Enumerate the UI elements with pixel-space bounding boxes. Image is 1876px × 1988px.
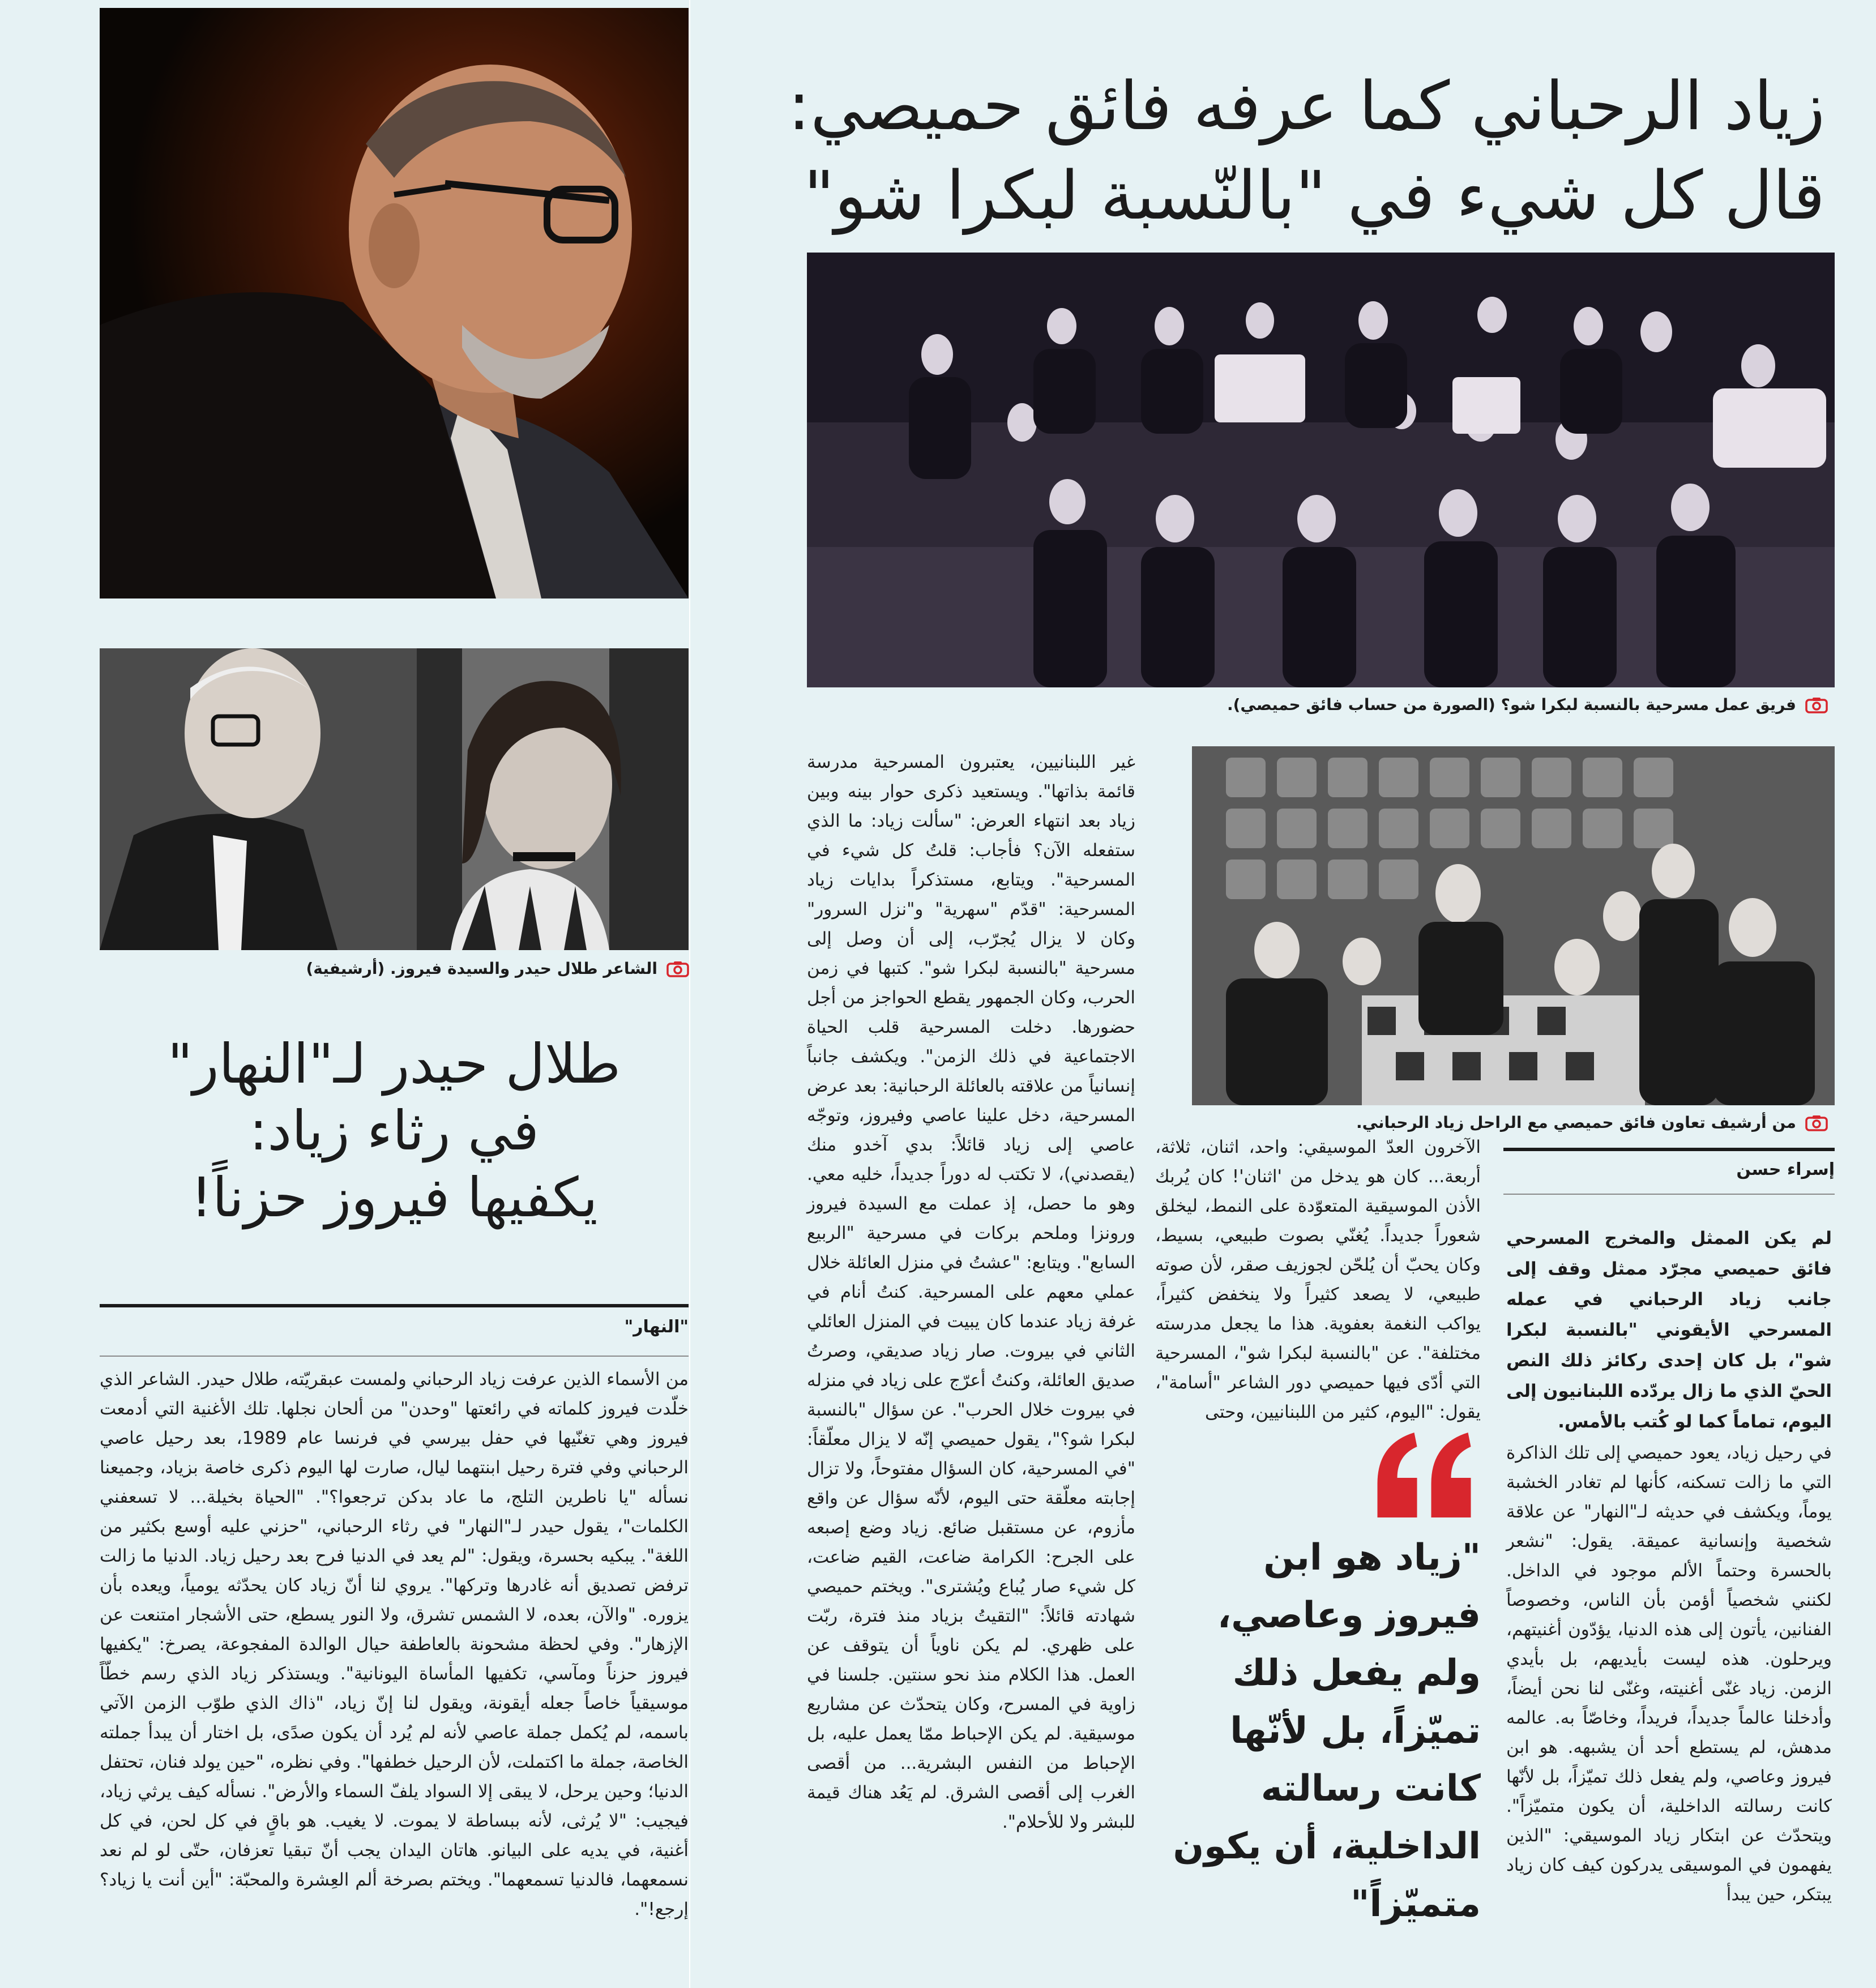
portrait-photo-ziad xyxy=(100,8,689,598)
main-headline-line1: زياد الرحباني كما عرفه فائق حميصي: xyxy=(788,67,1825,145)
camera-icon xyxy=(666,960,689,977)
main-article-body-right-col: في رحيل زياد، يعود حميصي إلى تلك الذاكرة التي ما زالت تسكنه، كأنها لم تغادر الخشبة يوماً، ويكشف في حديثه لـ"النهار" عن علاقة شخصية وإنسانية عميقة. يقول: "نشعر بالحسرة وحتماً الألم موجود في الداخل. لكنني شخصياً أؤمن بأن الناس، وخصوصاً الفنانين، يأتون إلى هذه الدنيا، يؤدّون أغنيتهم، ويرحلون. هذه ليست بأيديهم، بل بأيدي الزمن. زياد غنّى أغنيته، وغنّى لنا نحن أيضاً، وأدخلنا عالماً جديداً، فريداً، وخاصّاً به. عالمه مدهش، لم يستطع أحد أن يشبهه. هو ابن فيروز وعاصي، ولم يفعل ذلك تميّزاً، بل لأنّها كانت رسالته الداخلية، أن يكون متميّزاً". ويتحدّث عن ابتكار زياد الموسيقي: "الذين يفهمون في الموسيقى يدركون كيف كان زياد يبتكر، حين يبدأ xyxy=(1506,1443,1832,1905)
side-headline-line2: في رثاء زياد: xyxy=(249,1099,539,1162)
side-article-rule xyxy=(100,1304,689,1307)
photo-caption-talal-fairuz: الشاعر طلال حيدر والسيدة فيروز. (أرشيفية) xyxy=(306,959,689,978)
quote-mark-icon xyxy=(1365,1433,1481,1517)
main-article-body-middle-col: الآخرون العدّ الموسيقي: واحد، اثنان، ثلاثة، أربعة... كان هو يدخل من 'اثنان'! كان يُربك الأذن الموسيقية المتعوّدة على النمط، ليخلق شعوراً جديداً. يُغنّي بصوت طبيعي، بسيط، وكان يحبّ أن يُلحّن لجوزيف صقر، لأن صوته طبيعي، لا يصعد كثيراً ولا ينخفض كثيراً، يواكب النغمة بعفوية. هذا ما يجعل مدرسته مختلفة". عن "بالنسبة لبكرا شو"، المسرحية التي أدّى فيها حميصي دور الشاعر "أسامة"، يقول: "اليوم، كثير من اللبنانيين، وحتى xyxy=(1155,1137,1481,1422)
camera-icon xyxy=(1805,696,1828,713)
main-article-byline: إسراء حسن xyxy=(1736,1160,1835,1179)
main-article-byline-rule xyxy=(1503,1194,1835,1195)
photo-caption-cast: فريق عمل مسرحية بالنسبة لبكرا شو؟ (الصورة من حساب فائق حميصي). xyxy=(1227,695,1828,714)
side-article-byline: "النهار" xyxy=(624,1317,689,1337)
pull-quote: "زياد هو ابن فيروز وعاصي، ولم يفعل ذلك تميّزاً، بل لأنّها كانت رسالته الداخلية، أن يكون متميّزاً" xyxy=(1173,1537,1481,1925)
main-headline xyxy=(721,61,1825,240)
side-article-byline-rule xyxy=(100,1356,689,1357)
main-headline-line2: قال كل شيء في "بالنّسبة لبكرا شو" xyxy=(804,156,1825,234)
photo-talal-haidar-fairuz xyxy=(100,648,689,950)
photo-caption-archive: من أرشيف تعاون فائق حميصي مع الراحل زياد الرحباني. xyxy=(1356,1113,1828,1132)
main-article-lead: لم يكن الممثل والمخرج المسرحي فائق حميصي مجرّد ممثل وقف إلى جانب زياد الرحباني في عمله المسرحي الأيقوني "بالنسبة لبكرا شو"، بل كان إحدى ركائز ذلك النص الحيّ الذي ما زال يردّده اللبنانيون إلى اليوم، تماماً كما لو كُتب بالأمس. xyxy=(1506,1228,1832,1432)
side-headline-line3: يكفيها فيروز حزناً! xyxy=(190,1166,598,1229)
side-headline-line1: طلال حيدر لـ"النهار" xyxy=(168,1032,621,1096)
main-article-rule xyxy=(1503,1148,1835,1151)
camera-icon xyxy=(1805,1114,1828,1131)
side-article-headline xyxy=(100,1031,689,1231)
column-divider xyxy=(689,0,690,1988)
side-article-body: من الأسماء الذين عرفت زياد الرحباني ولمست عبقريّته، طلال حيدر. الشاعر الذي خلّدت فيروز كلماته في رائعتها "وحدن" من ألحان نجلها. تلك الأغنية التي أدمعت فيروز وهي تغنّيها في حفل بيرسي في فرنسا عام 1989، بعد رحيل عاصي الرحباني وفي فترة رحيل ابنتهما ليال، صارت لها اليوم ذكرى خاصة بزياد، وجميعنا نسأله "يا ناطرين التلج، ما عاد بدكن ترجعوا؟". "الحياة بخيلة... لا تسعفني الكلمات"، يقول حيدر لـ"النهار" في رثاء الرحباني، "حزني عليه أوسع بكثير من اللغة". يبكيه بحسرة، ويقول: "لم يعد في الدنيا فرح بعد رحيل زياد. الدنيا ما زالت ترفض تصديق أنه غادرها وتركها". يروي لنا أنّ زياد كان يحدّثه يومياً، ويعده بأن يزوره. "والآن، بعده، لا الشمس تشرق، ولا النور يسطع، حتى الأشجار امتنعت عن الإزهار". وفي لحظة مشحونة بالعاطفة حيال الوالدة المفجوعة، يصرخ: "يكفيها فيروز حزناً ومآسي، تكفيها المأساة اليونانية". ويستذكر زياد الذي رسم خطّاً موسيقياً خاصاً جعله أيقونة، ويقول لنا إنّ زياد، "ذاك الذي طوّب الزمن الآتي باسمه، لم يُكمل جملة عاصي لأنه لم يُرد أن يكون صدًى، بل اختار أن يبدأ جملته الخاصة، جملة ما اكتملت، لأن الرحيل خطفها". وفي نظره، "حين يولد فنان، تحتفل الدنيا؛ وحين يرحل، لا يبقى إلا السواد يلفّ السماء والأرض". نسأله كيف يرثي زياد، فيجيب: "لا يُرثى، لأنه ببساطة لا يموت. لا يغيب. هو باقٍ في كل لحن، في كل أغنية، في يديه على البيانو. هاتان اليدان يجب أنّ تبقيا تعزفان، حتّى لو لم نعد نسمعهما، فالدنيا تسمعهما". ويختم بصرخة ألم العِشرة والمحبّة: "أين أنت يا زياد؟ إرجع!". xyxy=(100,1369,689,1919)
photo-cast-bil-nisbe-labukra-shu xyxy=(807,253,1835,687)
main-article-body-left-col: غير اللبنانيين، يعتبرون المسرحية مدرسة قائمة بذاتها". ويستعيد ذكرى حوار بينه وبين زياد بعد انتهاء العرض: "سألت زياد: ما الذي ستفعله الآن؟ فأجاب: قلتُ كل شيء في المسرحية". ويتابع، مستذكراً بدايات زياد المسرحية: "قدّم "سهرية" و"نزل السرور" وكان لا يزال يُجرّب، إلى أن وصل إلى مسرحية "بالنسبة لبكرا شو". كتبها في زمن الحرب، وكان الجمهور يقطع الحواجز من أجل حضورها. دخلت المسرحية قلب الحياة الاجتماعية في ذلك الزمن". ويكشف جانباً إنسانياً من علاقته بالعائلة الرحبانية: بعد عرض المسرحية، دخل علينا عاصي وفيروز، وتوجّه عاصي إلى زياد قائلاً: بدي آخدو منك (يقصدني)، لا تكتب له دوراً جديداً، خليه معي. وهو ما حصل، إذ عملت مع السيدة فيروز ورونزا وملحم بركات في مسرحية "الربيع السابع". ويتابع: "عشتُ في منزل العائلة خلال عملي معهم على المسرحية. كنتُ أنام في غرفة زياد عندما كان يبيت في المنزل العائلي الثاني في بيروت. صار زياد صديقي، وصرتُ صديق العائلة، وكنتُ أعرّج على زياد في منزله في بيروت خلال الحرب". عن سؤال "بالنسبة لبكرا شو؟"، يقول حميصي إنّه لا يزال معلّقاً: "في المسرحية، كان السؤال مفتوحاً، ولا تزال إجابته معلّقة حتى اليوم، لأنّه سؤال عن واقع مأزوم، عن مستقبل ضائع. زياد وضع إصبعه على الجرح: الكرامة ضاعت، القيم ضاعت، كل شيء صار يُباع ويُشترى". ويختم حميصي شهادته قائلاً: "التقيتُ بزياد منذ فترة، ربّت على ظهري. لم يكن ناوياً أن يتوقف عن العمل. هذا الكلام منذ نحو سنتين. جلسنا في زاوية في المسرح، وكان يتحدّث عن مشاريع موسيقية. لم يكن الإحباط ممّا يعمل عليه، بل الإحباط من النفس البشرية... من أقصى الغرب إلى أقصى الشرق. لم يَعُد هناك قيمة للبشر ولا للأحلام". xyxy=(807,752,1135,1832)
photo-archive-houmaissi-rahbani xyxy=(1192,746,1835,1105)
